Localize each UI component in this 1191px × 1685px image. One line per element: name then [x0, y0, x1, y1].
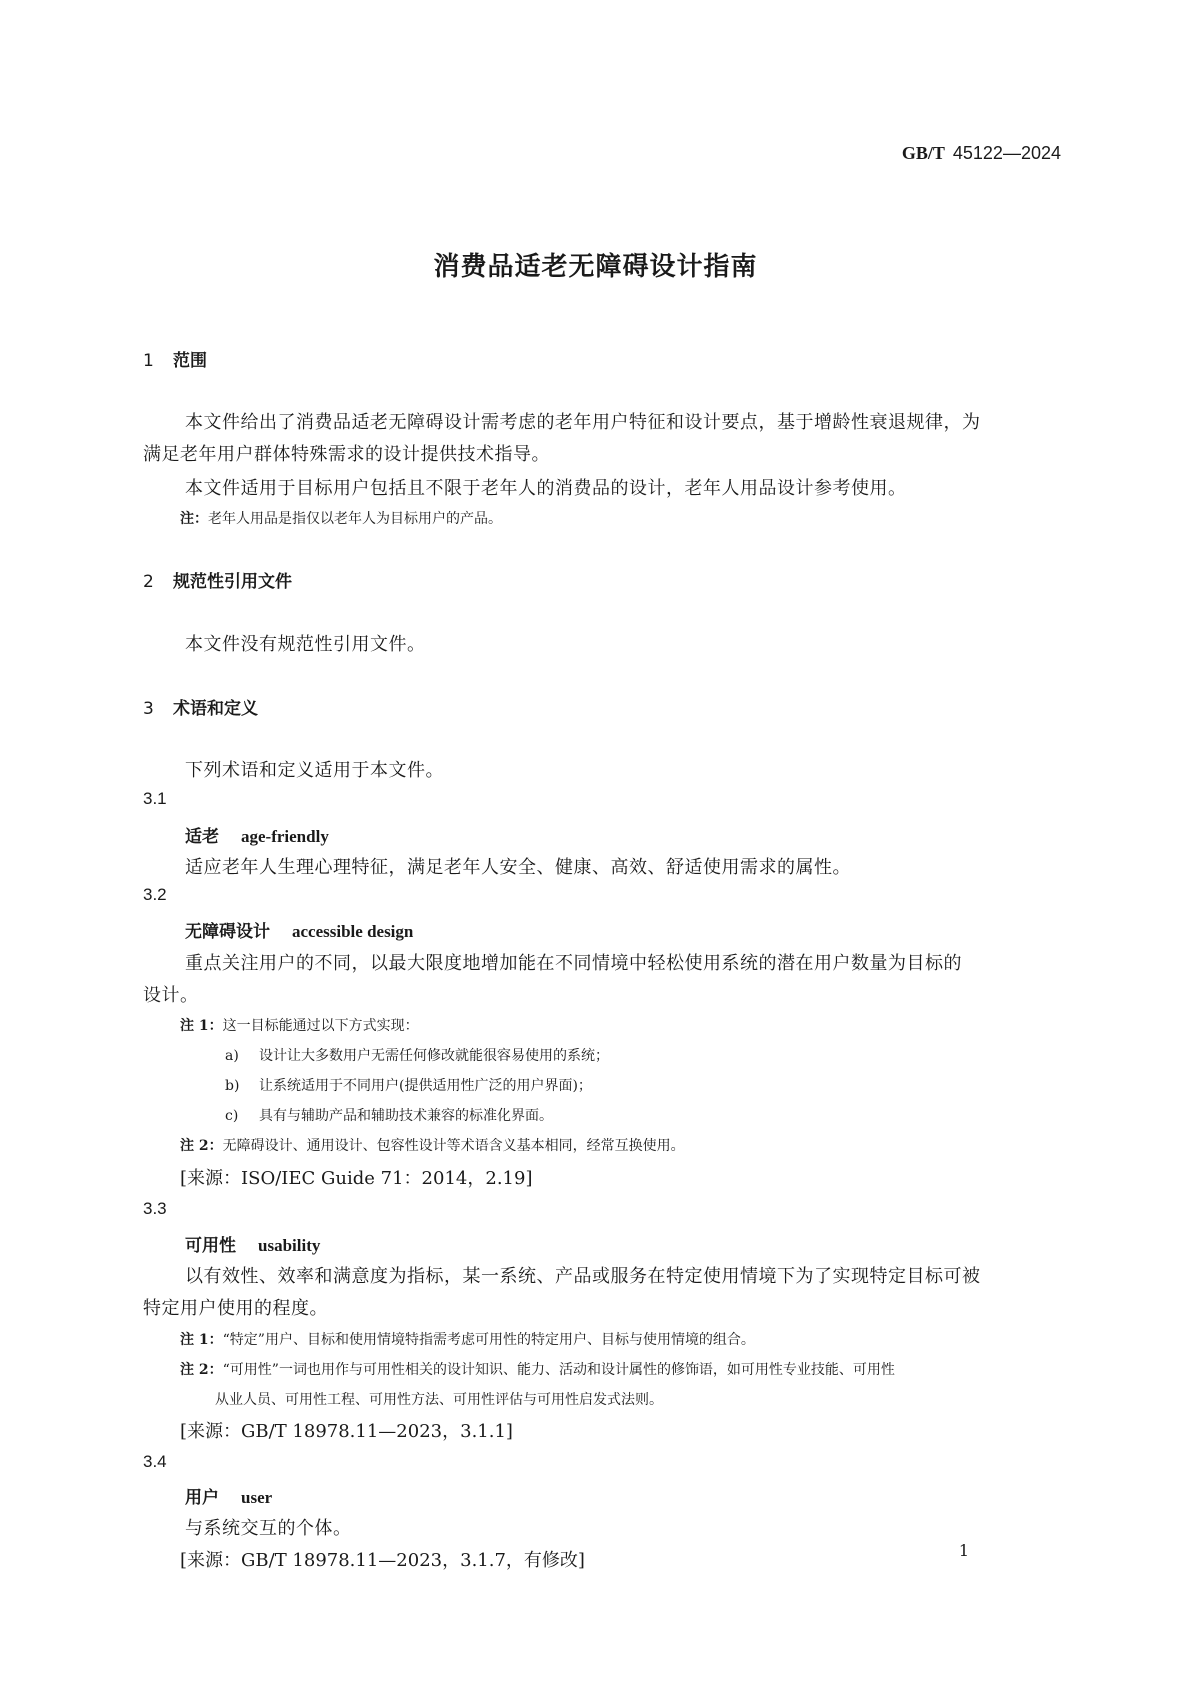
note-text: “特定”用户、目标和使用情境特指需考虑可用性的特定用户、目标与使用情境的组合。: [222, 1332, 755, 1348]
section-title: 术语和定义: [173, 699, 258, 719]
term-en: age-friendly: [241, 827, 329, 846]
term-note-2: [180, 1359, 895, 1379]
section-title: 范围: [173, 351, 207, 371]
standard-code: 45122—2024: [952, 143, 1061, 163]
list-text: 设计让大多数用户无需任何修改就能很容易使用的系统；: [259, 1048, 609, 1064]
list-key: b): [225, 1078, 240, 1094]
term-zh: 适老: [185, 827, 219, 847]
term-zh: 无障碍设计: [185, 922, 270, 942]
term-number: 3.2: [143, 885, 167, 904]
term-heading: [185, 1483, 272, 1508]
term-definition-cont: 设计。: [143, 985, 199, 1006]
note-label: 注 2：: [180, 1362, 223, 1378]
list-item: [225, 1045, 609, 1065]
section-number: 2: [143, 572, 154, 592]
scope-paragraph-2: 本文件适用于目标用户包括且不限于老年人的消费品的设计，老年人用品设计参考使用。: [185, 478, 907, 499]
document-title: 消费品适老无障碍设计指南: [433, 252, 758, 282]
term-definition-cont: 特定用户使用的程度。: [143, 1298, 328, 1319]
note-label: 注 2：: [180, 1138, 223, 1154]
list-text: 具有与辅助产品和辅助技术兼容的标准化界面。: [259, 1108, 553, 1124]
list-text: 让系统适用于不同用户(提供适用性广泛的用户界面)；: [259, 1078, 592, 1094]
list-item: [225, 1105, 553, 1125]
term-number: 3.3: [143, 1199, 167, 1218]
term-note-2-cont: 从业人员、可用性工程、可用性方法、可用性评估与可用性启发式法则。: [215, 1392, 663, 1408]
standard-number: [902, 143, 1061, 164]
term-zh: 用户: [185, 1488, 219, 1508]
term-source: [来源：GB/T 18978.11—2023，3.1.1]: [180, 1421, 513, 1442]
term-source: [来源：ISO/IEC Guide 71：2014，2.19]: [180, 1168, 533, 1189]
term-heading: [185, 917, 413, 942]
term-note-2: [180, 1135, 685, 1155]
term-en: usability: [258, 1236, 321, 1255]
list-key: c): [225, 1108, 239, 1124]
term-heading: [185, 1231, 320, 1256]
term-source: [来源：GB/T 18978.11—2023，3.1.7，有修改]: [180, 1550, 585, 1571]
term-heading: [185, 822, 329, 847]
term-note-1: [180, 1015, 419, 1035]
page-number: 1: [958, 1541, 969, 1560]
normative-paragraph: 本文件没有规范性引用文件。: [185, 634, 426, 655]
term-definition: 适应老年人生理心理特征，满足老年人安全、健康、高效、舒适使用需求的属性。: [185, 857, 851, 878]
note-label: 注：: [180, 511, 208, 527]
term-definition: 以有效性、效率和满意度为指标，某一系统、产品或服务在特定使用情境下为了实现特定目标可被: [185, 1266, 981, 1287]
term-number: 3.4: [143, 1452, 167, 1471]
note-text: 这一目标能通过以下方式实现：: [222, 1018, 419, 1034]
section-1-heading: [143, 346, 207, 371]
scope-paragraph-1-cont: 满足老年用户群体特殊需求的设计提供技术指导。: [143, 444, 550, 465]
terms-intro: 下列术语和定义适用于本文件。: [185, 760, 444, 781]
note-label: 注 1：: [180, 1332, 223, 1348]
section-2-heading: [143, 567, 292, 592]
scope-paragraph-1: 本文件给出了消费品适老无障碍设计需考虑的老年用户特征和设计要点，基于增龄性衰退规律，为: [185, 412, 981, 433]
standard-prefix: GB/T: [901, 143, 945, 163]
section-3-heading: [143, 694, 258, 719]
term-number: 3.1: [143, 789, 167, 808]
list-key: a): [225, 1048, 239, 1064]
note-text: 无障碍设计、通用设计、包容性设计等术语含义基本相同，经常互换使用。: [222, 1138, 685, 1154]
scope-note: [180, 508, 502, 528]
term-zh: 可用性: [185, 1236, 236, 1256]
note-text: “可用性”一词也用作与可用性相关的设计知识、能力、活动和设计属性的修饰语，如可用性专业技能、可用性: [222, 1362, 895, 1378]
term-en: user: [241, 1488, 273, 1507]
term-note-1: [180, 1329, 755, 1349]
term-definition: 与系统交互的个体。: [185, 1518, 352, 1539]
section-title: 规范性引用文件: [173, 572, 292, 592]
term-en: accessible design: [292, 922, 414, 941]
section-number: 3: [143, 699, 154, 719]
section-number: 1: [143, 351, 154, 371]
list-item: [225, 1075, 592, 1095]
note-label: 注 1：: [180, 1018, 223, 1034]
note-text: 老年人用品是指仅以老年人为目标用户的产品。: [208, 511, 502, 527]
term-definition: 重点关注用户的不同，以最大限度地增加能在不同情境中轻松使用系统的潜在用户数量为目标的: [185, 953, 962, 974]
